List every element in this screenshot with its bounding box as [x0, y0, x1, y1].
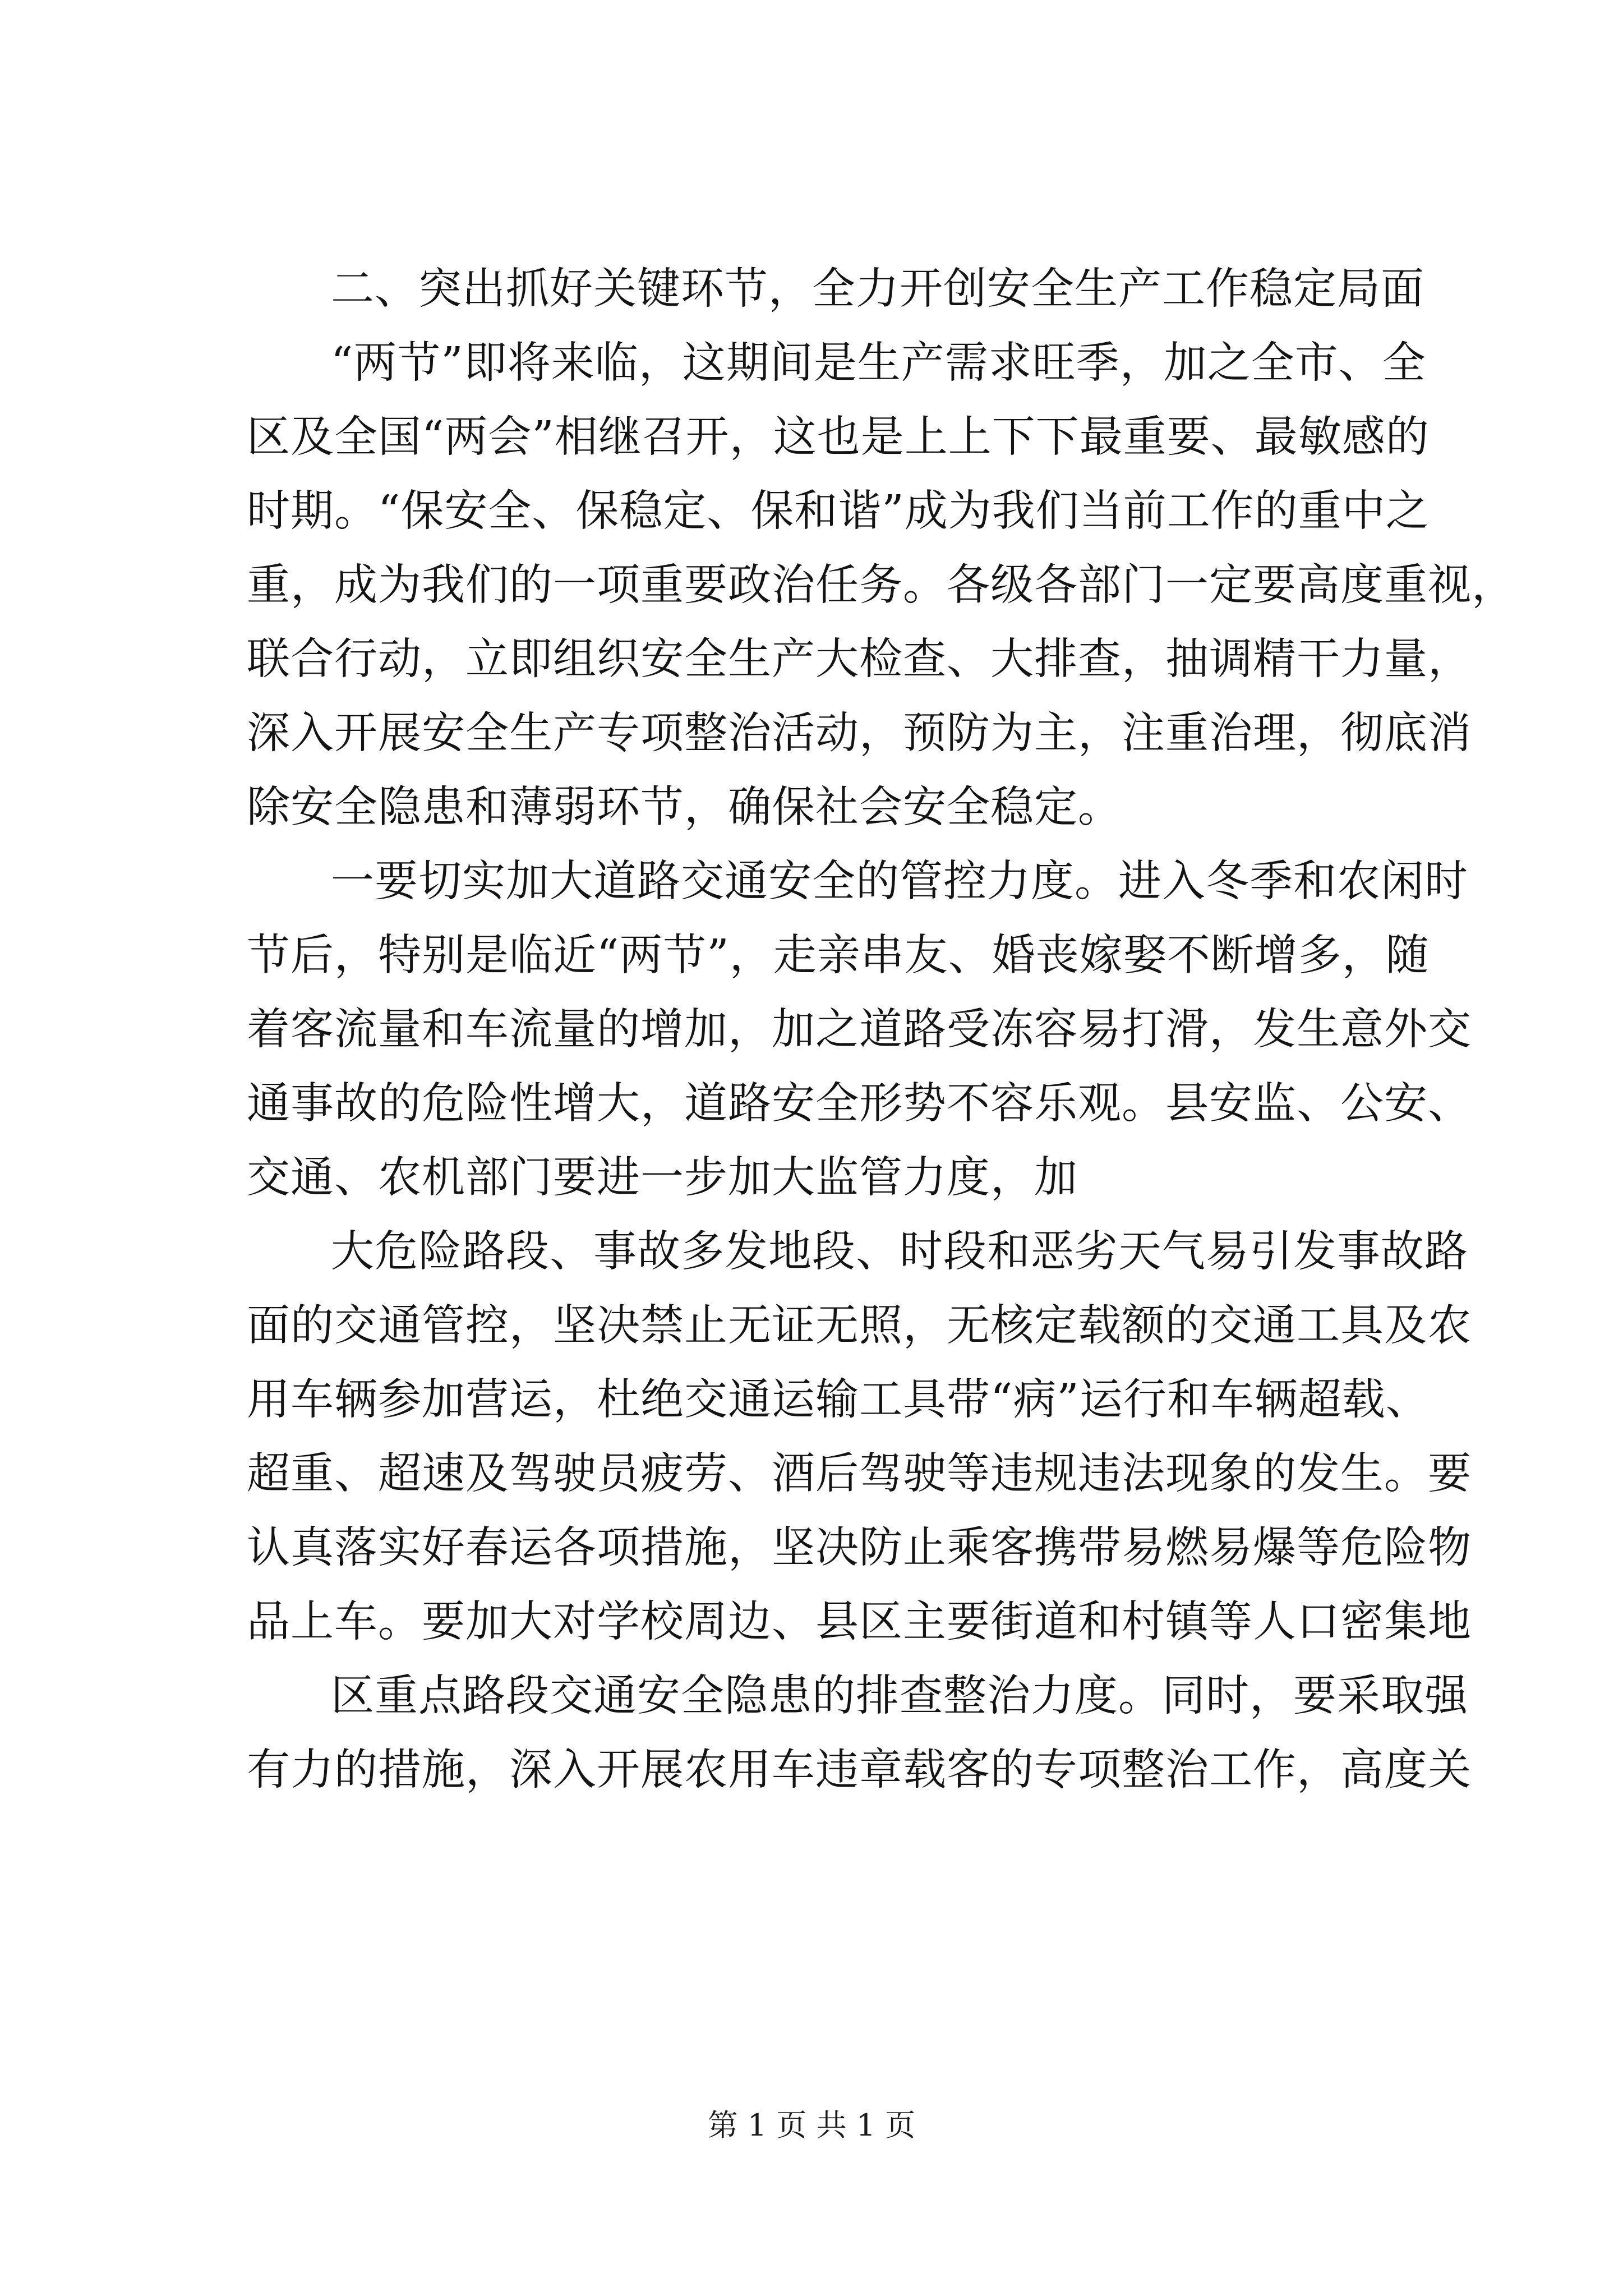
- body-line: 认真落实好春运各项措施，坚决防止乘客携带易燃易爆等危险物: [247, 1523, 1472, 1573]
- body-line: 一要切实加大道路交通安全的管控力度。进入冬季和农闲时: [331, 857, 1468, 907]
- body-line: 节后，特别是临近“两节”，走亲串友、婚丧嫁娶不断增多，随: [247, 931, 1430, 981]
- body-line: 深入开展安全生产专项整治活动，预防为主，注重治理，彻底消: [247, 708, 1472, 758]
- body-line: 区及全国“两会”相继召开，这也是上上下下最重要、最敏感的: [247, 412, 1430, 462]
- body-line: 大危险路段、事故多发地段、时段和恶劣天气易引发事故路: [331, 1227, 1468, 1277]
- body-line: 除安全隐患和薄弱环节，确保社会安全稳定。: [247, 783, 1122, 832]
- body-line: 超重、超速及驾驶员疲劳、酒后驾驶等违规违法现象的发生。要: [247, 1449, 1472, 1499]
- body-line: 联合行动，立即组织安全生产大检查、大排查，抽调精干力量，: [247, 634, 1472, 684]
- body-line: 重，成为我们的一项重要政治任务。各级各部门一定要高度重视，: [247, 560, 1515, 610]
- body-line: 着客流量和车流量的增加，加之道路受冻容易打滑，发生意外交: [247, 1005, 1472, 1055]
- body-line: 用车辆参加营运，杜绝交通运输工具带“病”运行和车辆超载、: [247, 1375, 1430, 1425]
- body-line: 二、突出抓好关键环节，全力开创安全生产工作稳定局面: [331, 264, 1424, 314]
- body-line: 区重点路段交通安全隐患的排查整治力度。同时，要采取强: [331, 1671, 1468, 1721]
- body-line: 品上车。要加大对学校周边、县区主要街道和村镇等人口密集地: [247, 1597, 1472, 1647]
- body-line: 通事故的危险性增大，道路安全形势不容乐观。县安监、公安、: [247, 1079, 1472, 1129]
- body-line: 面的交通管控，坚决禁止无证无照，无核定载额的交通工具及农: [247, 1301, 1472, 1351]
- body-line: 时期。“保安全、保稳定、保和谐”成为我们当前工作的重中之: [247, 486, 1430, 536]
- page-number-footer: 第 1 页 共 1 页: [707, 2108, 916, 2143]
- document-body: [247, 252, 1515, 1807]
- body-line: “两节”即将来临，这期间是生产需求旺季，加之全市、全: [331, 338, 1426, 388]
- body-line: 有力的措施，深入开展农用车违章载客的专项整治工作，高度关: [247, 1745, 1472, 1795]
- body-line: 交通、农机部门要进一步加大监管力度，加: [247, 1153, 1078, 1203]
